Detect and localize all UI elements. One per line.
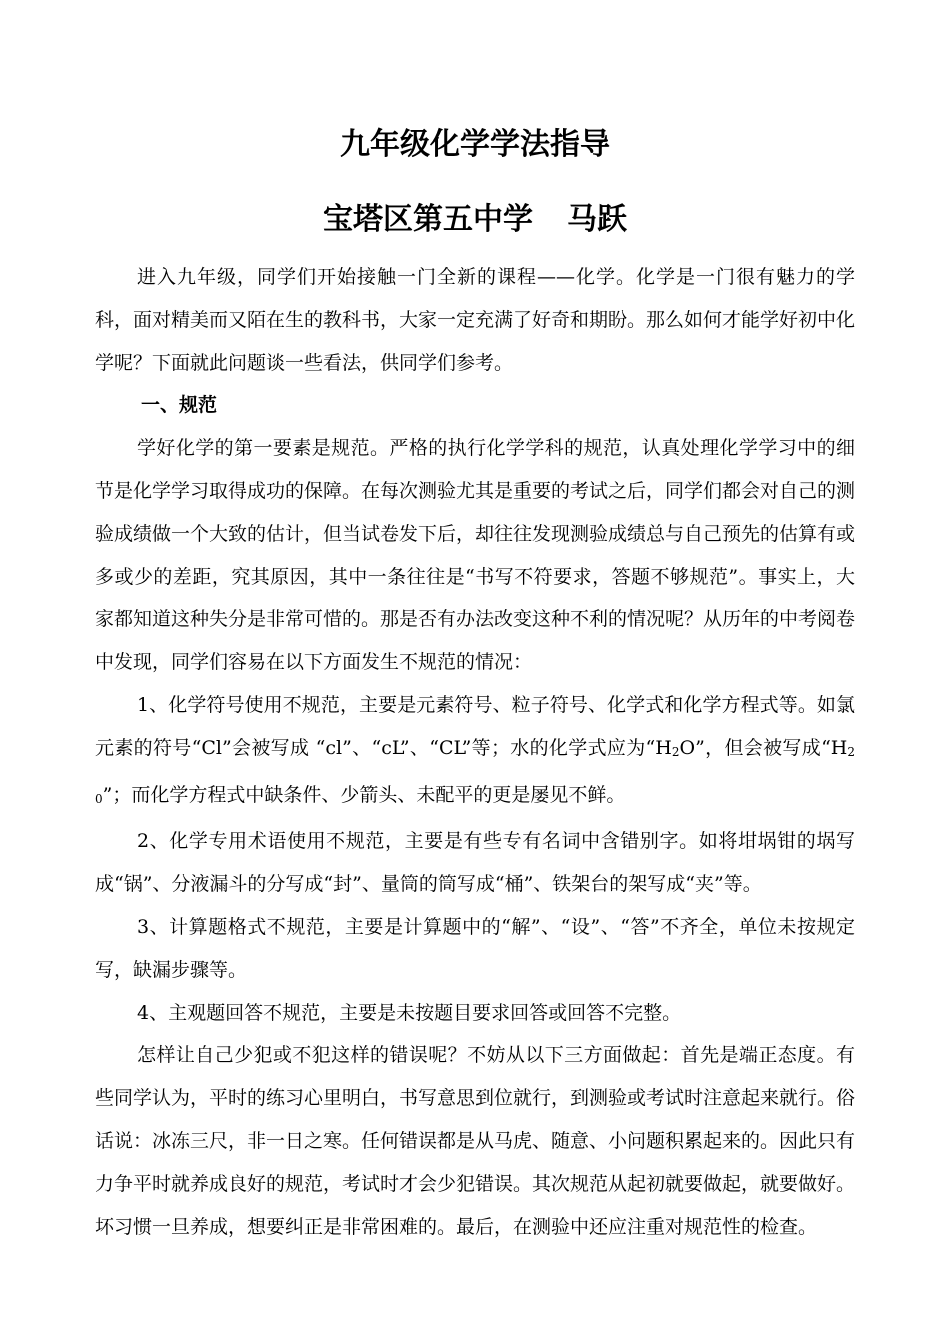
subscript-2: 2: [671, 744, 680, 759]
author-school: 宝塔区第五中学: [323, 202, 533, 237]
closing-paragraph: 怎样让自己少犯或不犯这样的错误呢？不妨从以下三方面做起：首先是端正态度。有些同学认为，平时的练习心里明白，书写意思到位就行，到测验或考试时注意起来就行。俗话说：冰冻三尺，非一日之寒。任何错误都是从马虎、随意、小问题积累起来的。因此只有力争平时就养成良好的规范，考试时才会少犯错误。其次规范从起初就要做起，就要做好。坏习惯一旦养成，想要纠正是非常困难的。最后，在测验中还应注重对规范性的检查。: [95, 1044, 856, 1238]
list-item-subjective-answers: 4、主观题回答不规范，主要是未按题目要求回答或回答不完整。: [137, 1001, 682, 1024]
item1-text-b: O”，但会被写成“H: [679, 736, 848, 759]
intro-paragraph: 进入九年级，同学们开始接触一门全新的课程——化学。化学是一门很有魅力的学科，面对精美而又陌在生的教科书，大家一定充满了好奇和期盼。那么如何才能学好初中化学呢？下面就此问题谈一些看法，供同学们参考。: [95, 266, 856, 374]
list-item-terminology: 2、化学专用术语使用不规范，主要是有些专有名词中含错别字。如将坩埚钳的埚写成“锅”、分液漏斗的分写成“封”、量筒的筒写成“桶”、铁架台的架写成“夹”等。: [95, 830, 855, 896]
item1-text-c: ”；而化学方程式中缺条件、少箭头、未配平的更是屡见不鲜。: [102, 783, 626, 806]
list-item-calculation-format: 3、计算题格式不规范，主要是计算题中的“解”、“设”、“答”不齐全，单位未按规定写，缺漏步骤等。: [95, 915, 855, 981]
subscript-20: 20: [95, 744, 856, 806]
document-body: [95, 256, 855, 1248]
section1-paragraph: 学好化学的第一要素是规范。严格的执行化学学科的规范，认真处理化学学习中的细节是化学学习取得成功的保障。在每次测验尤其是重要的考试之后，同学们都会对自己的测验成绩做一个大致的估计，但当试卷发下后，却往往发现测验成绩总与自己预先的估算有或多或少的差距，究其原因，其中一条往往是“书写不符要求，答题不够规范”。事实上，大家都知道这种失分是非常可惜的。那是否有办法改变这种不利的情况呢？从历年的中考阅卷中发现，同学们容易在以下方面发生不规范的情况：: [95, 437, 856, 674]
author-name: 马跃: [567, 202, 627, 237]
document-title: 九年级化学学法指导: [340, 127, 610, 162]
list-item-chemical-symbols: [95, 684, 855, 820]
section-heading-standards: 一、规范: [141, 394, 218, 417]
author-line: [0, 200, 950, 240]
item1-text-a: 1、化学符号使用不规范，主要是元素符号、粒子符号、化学式和化学方程式等。如氯元素的符号“Cl”会被写成 “cl”、“cL”、“CL”等；水的化学式应为“H: [95, 693, 855, 759]
